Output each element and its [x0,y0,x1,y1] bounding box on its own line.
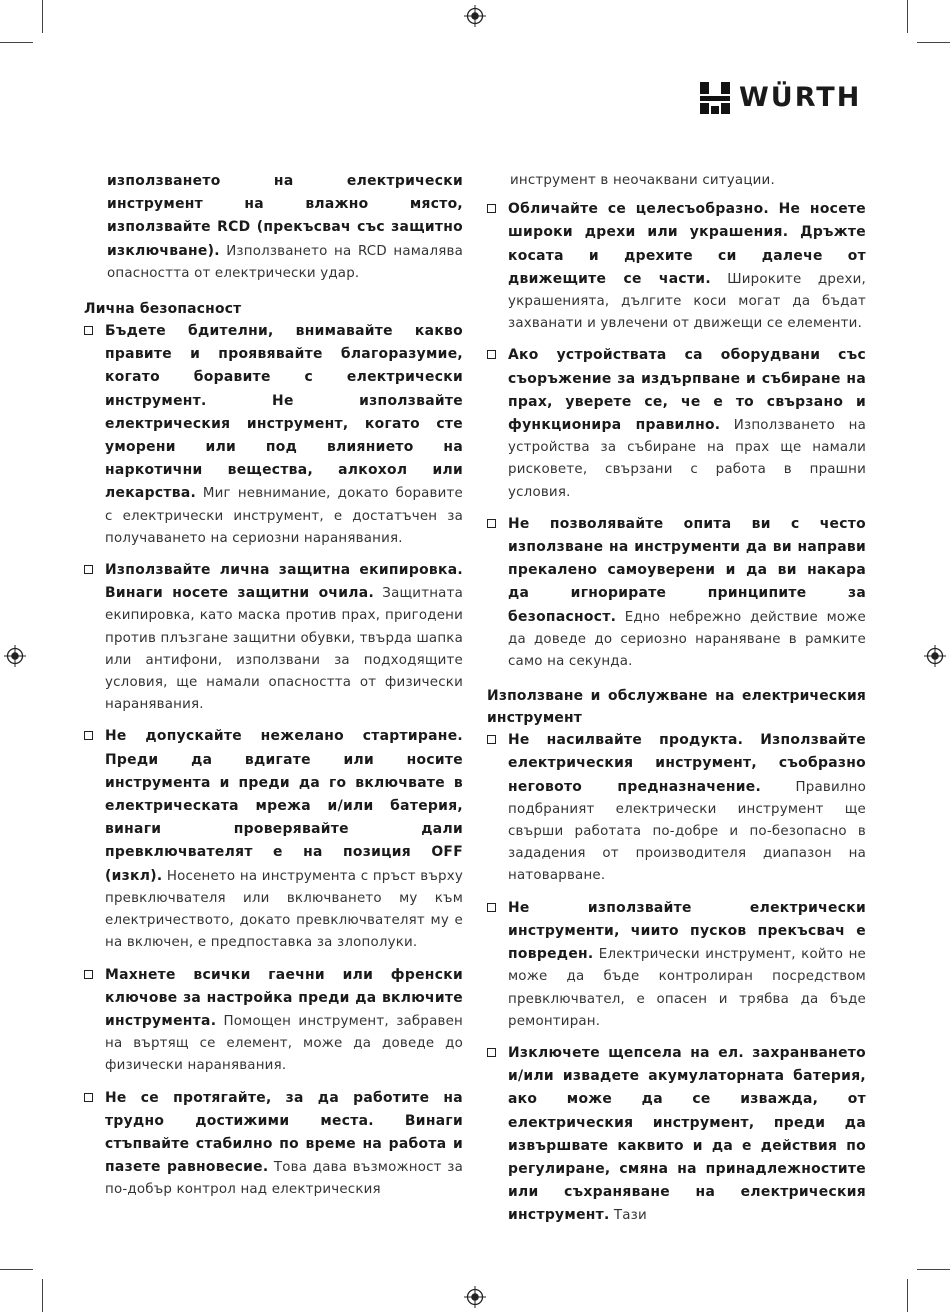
checkbox-bullet-icon [84,970,93,979]
item-bold-text: Не допускайте нежелано стартиране. Преди да вдигате или носите инструмента и преди да го включвате в електрическата мрежа и/или батерия, винаги проверявайте дали превключвателят е на позиция OFF (изкл). [105,728,463,884]
crop-mark-bottom-left [42,1279,43,1312]
list-item [84,964,463,1078]
wurth-logo-mark-icon [700,82,730,114]
item-normal-text: Едно небрежно действие може да доведе до сериозно нараняване в рамките само на секунда. [508,609,866,670]
wurth-logo [700,80,866,116]
checkbox-bullet-icon [487,903,496,912]
item-bold-text: Не позволявайте опита ви с често използване на инструменти да ви направи прекалено самоуверени и да ви накара да игнорирате принципите за безопасност. [508,515,866,625]
item-bold-text: Не се протягайте, за да работите на трудно достижими места. Винаги стъпвайте стабилно по време на работа и пазете равновесие. [105,1089,463,1176]
crop-mark-bottom-right [907,1279,908,1312]
item-bold-text: Изключете щепсела на ел. захранването и/или извадете акумулаторната батерия, ако може да се изважда, от електрическия инструмент, преди да извършвате каквито и да е действия по регулиране, смяна на принадлежностите или съхраняване на електрическия инструмент. [508,1044,866,1224]
registration-mark-bottom-icon [464,1286,486,1308]
registration-mark-left-icon [4,645,26,667]
left-column [84,170,463,1211]
list-item [487,897,866,1033]
registration-mark-right-icon [924,645,946,667]
item-normal-text: Правилно подбраният електрически инструмент ще свърши работата по-добре и по-безопасно в зададения от производителя диапазон на натоварване. [508,779,866,884]
crop-mark-bottom-left-h [0,1269,33,1270]
crop-mark-top-right-h [917,42,950,43]
registration-mark-top-icon [464,5,486,27]
item-normal-text: Използването на устройства за събиране на прах ще намали рисковете, свързани с работа в прашни условия. [508,418,866,500]
item-bold-text: Бъдете бдителни, внимавайте какво правите и проявявайте благоразумие, когато боравите с електрически инструмент. Не използвайте електрическия инструмент, когато сте уморени или под влиянието на наркотични вещества, алкохол или лекарства. [105,323,463,502]
checkbox-bullet-icon [487,350,496,359]
item-normal-text: Защитната екипировка, като маска против прах, пригодени против плъзгане защитни обувки, твърда шапка или антифони, използвани за подходящите условия, ще намали опасността от физически наранявания. [105,586,463,713]
checkbox-bullet-icon [487,1048,496,1057]
list-item [84,725,463,954]
checkbox-bullet-icon [487,519,496,528]
crop-mark-bottom-right-h [917,1269,950,1270]
list-item [84,1087,463,1202]
item-bold-text: Обличайте се целесъобразно. Не носете широки дрехи или украшения. Дръжте косата и дрехите си далече от движещите се части. [508,201,866,287]
item-bold-text: Не насилвайте продукта. Използвайте електрическия инструмент, съобразно неговото предназначение. [508,732,866,795]
intro-bold-text: използването на електрически инструмент на влажно място, използвайте RCD (прекъсвач със защитно изключване). [107,173,463,259]
wurth-logo-text: WÜRTH [739,82,862,113]
list-item [487,344,866,503]
crop-mark-top-left [42,0,43,33]
continuation-paragraph [487,170,866,192]
item-normal-text: Помощен инструмент, забравен на въртящ се елемент, може да доведе до физически наранявания. [105,1013,463,1074]
intro-paragraph [84,170,463,285]
continuation-text: инструмент в неочаквани ситуации. [510,173,775,188]
list-item [487,729,866,887]
item-normal-text: Носенето на инструмента с пръст върху превключвателя или включването му към електричеството, докато превключвателят му е на включен, е предпоставка за злополуки. [105,868,463,951]
item-bold-text: Махнете всички гаечни или френски ключове за настройка преди да включите инструмента. [105,966,463,1029]
intro-normal-text: Използването на RCD намалява опасността от електрически удар. [107,243,463,281]
checkbox-bullet-icon [84,731,93,740]
item-bold-text: Не използвайте електрически инструменти, чиито пусков прекъсвач е повреден. [508,899,866,963]
section-heading-tool-use: Използване и обслужване на електрическия инструмент [487,688,866,727]
checkbox-bullet-icon [84,1093,93,1102]
item-normal-text: Това дава възможност за по-добър контрол над електрическия [105,1160,464,1198]
list-item [84,320,463,550]
crop-mark-top-left-h [0,42,33,43]
checkbox-bullet-icon [84,565,93,574]
crop-mark-top-right [907,0,908,33]
right-column [487,170,866,1237]
item-bold-text: Ако устройствата са оборудвани със съоръжение за издърпване и събиране на прах, уверете се, че е то свързано и функционира правилно. [508,347,866,434]
checkbox-bullet-icon [487,204,496,213]
list-item [487,1042,866,1228]
list-item [487,513,866,673]
list-item [84,559,463,716]
list-item [487,198,866,335]
item-normal-text: Тази [613,1208,647,1224]
checkbox-bullet-icon [84,326,93,335]
section-heading-personal-safety: Лична безопасност [84,301,242,318]
item-normal-text: Електрически инструмент, който не може да бъде контролиран посредством превключвател, е опасен и трябва да бъде ремонтиран. [508,947,866,1029]
item-normal-text: Широките дрехи, украшенията, дългите коси могат да бъдат захванати и увлечени от движещи се елементи. [508,271,866,332]
checkbox-bullet-icon [487,735,496,744]
item-bold-text: Използвайте лична защитна екипировка. Винаги носете защитни очила. [105,562,463,602]
item-normal-text: Миг невнимание, докато боравите с електрически инструмент, е достатъчен за получаването на сериозни наранявания. [105,486,463,546]
